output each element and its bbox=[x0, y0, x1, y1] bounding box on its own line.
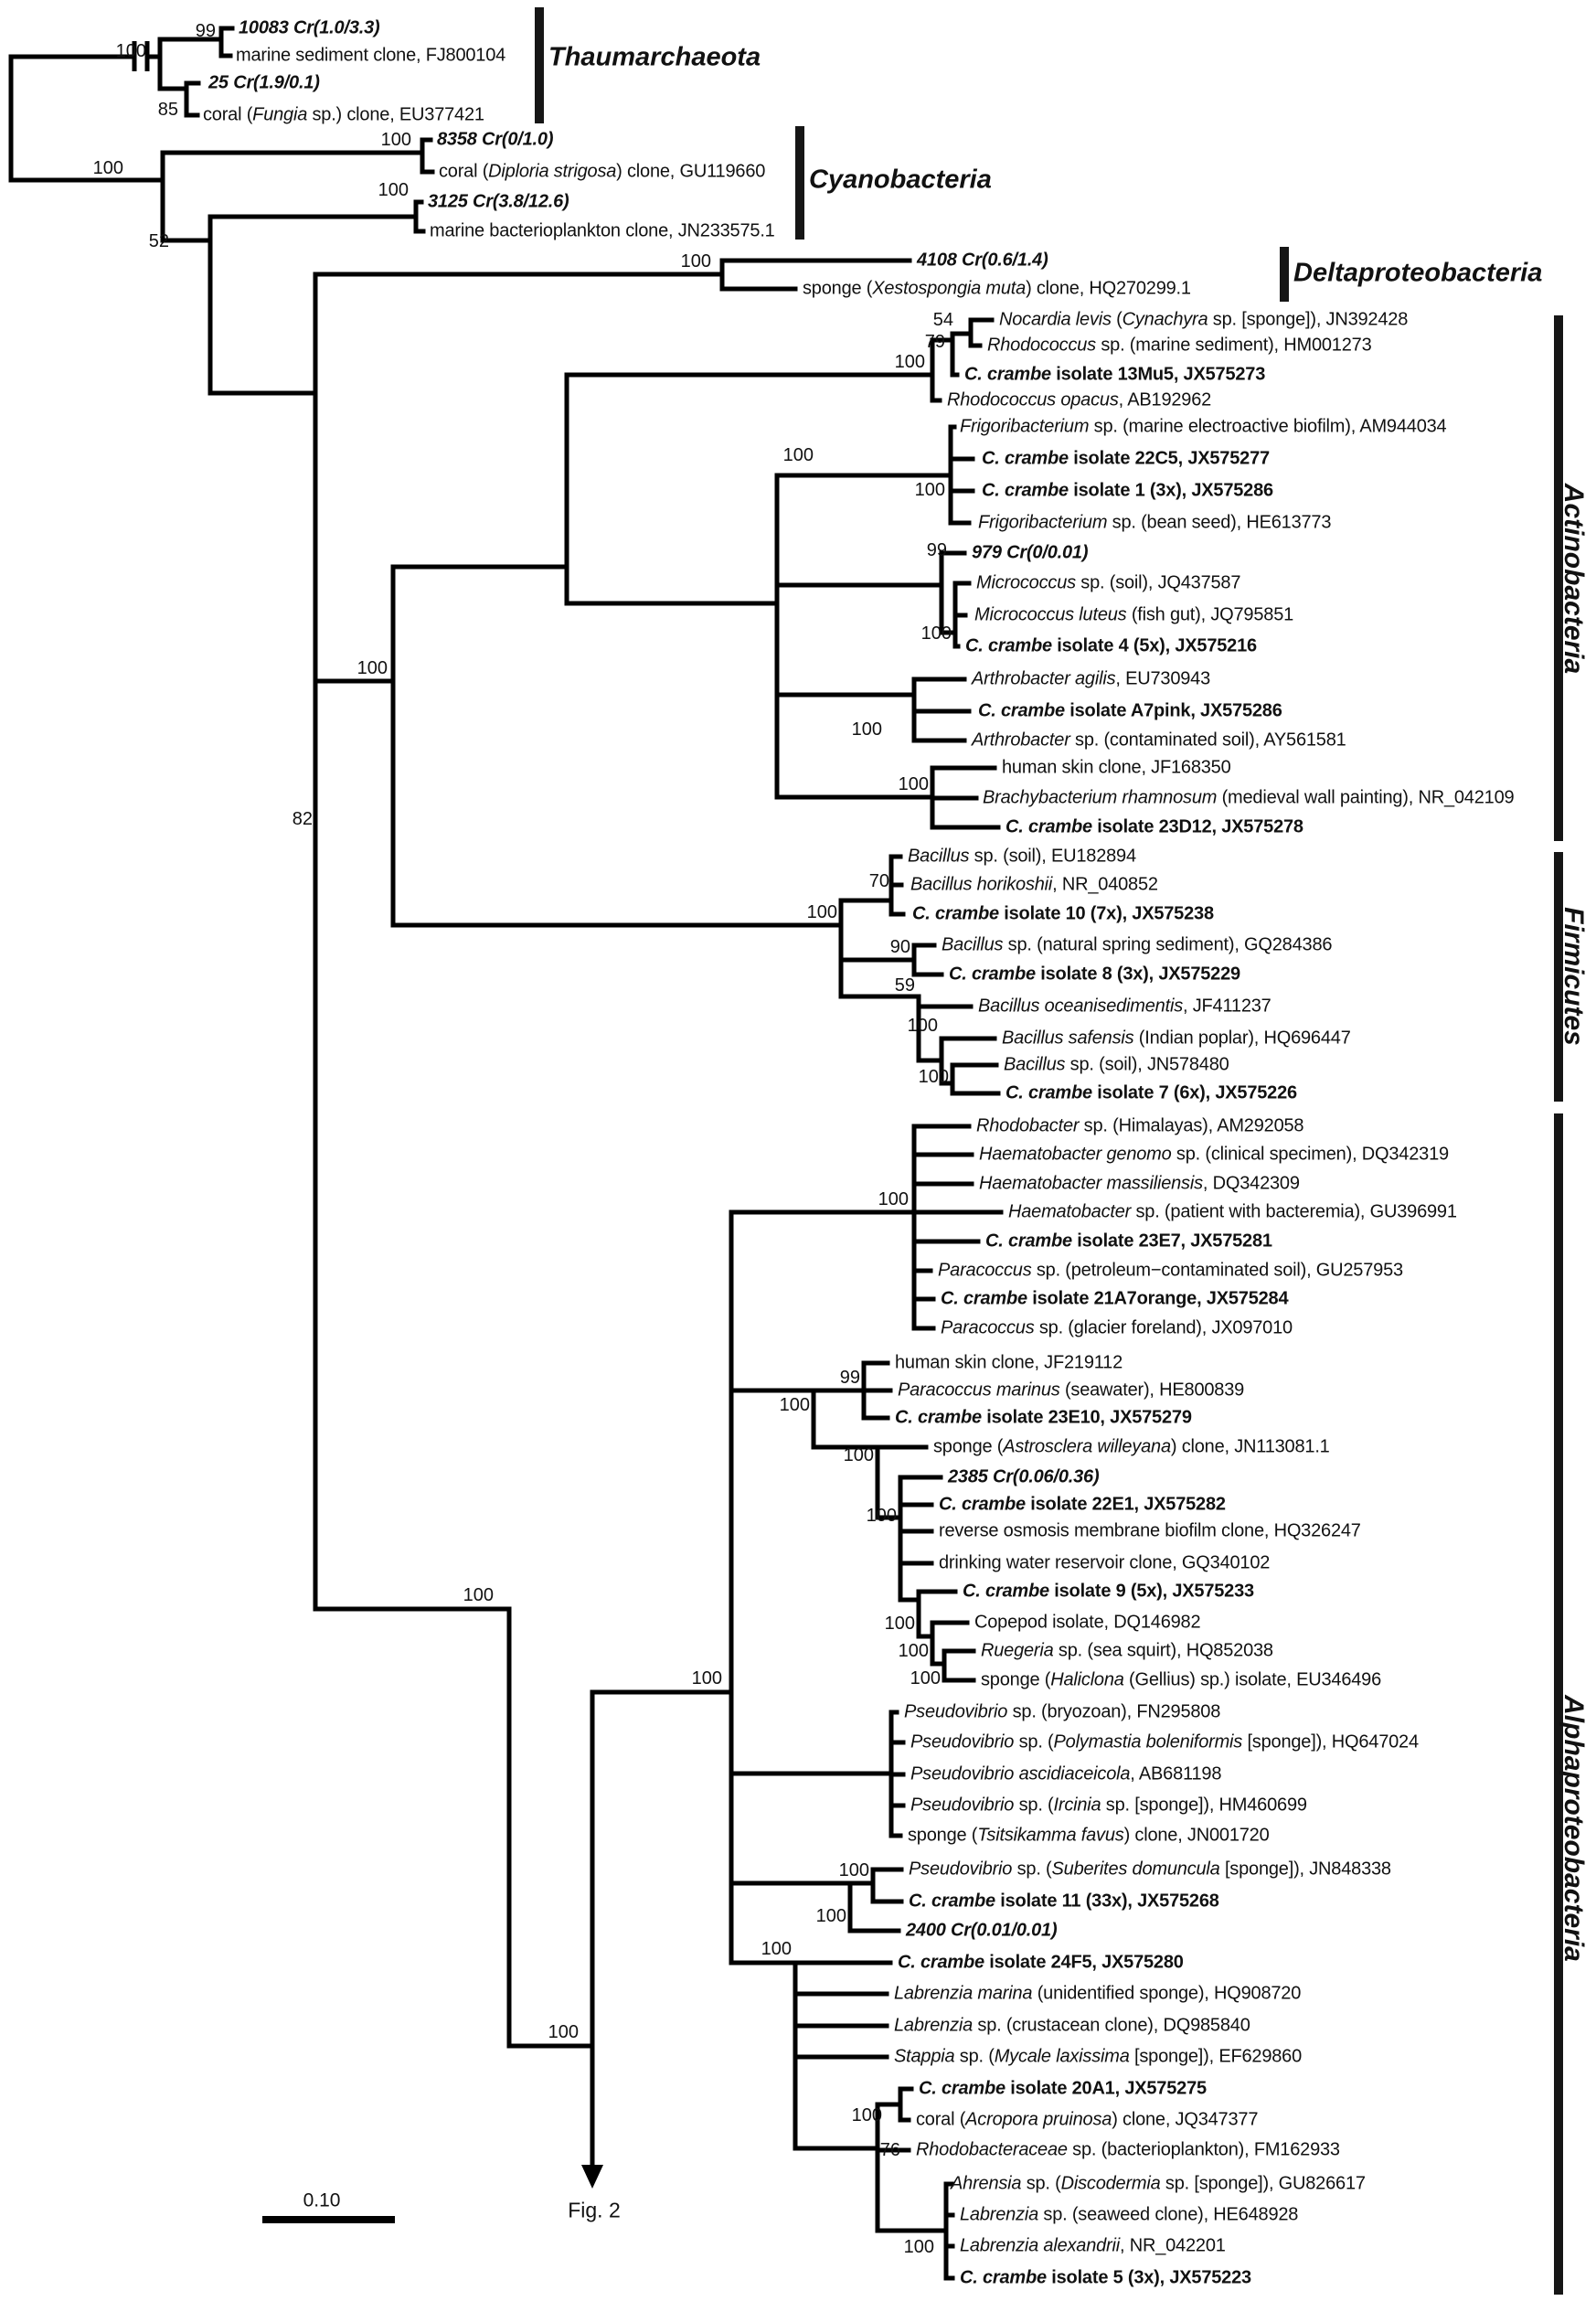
taxon-label bbox=[236, 47, 505, 65]
taxon-label-segment: [sponge]), JN848338 bbox=[1219, 1859, 1391, 1880]
clade-bar bbox=[535, 7, 544, 123]
taxon-label-segment: Ruegeria bbox=[981, 1640, 1054, 1661]
taxon-label bbox=[910, 1796, 1307, 1815]
taxon-label-segment: (fish gut), JQ795851 bbox=[1126, 604, 1294, 625]
taxon-label-segment: C. crambe bbox=[963, 1581, 1049, 1602]
figure-continuation-caption: Fig. 2 bbox=[568, 2198, 621, 2222]
bootstrap-value: 100 bbox=[115, 41, 146, 61]
taxon-label-segment: , DQ342309 bbox=[1202, 1173, 1300, 1194]
bootstrap-value: 100 bbox=[843, 1445, 874, 1465]
taxon-label-segment: Frigoribacterium bbox=[978, 512, 1108, 533]
taxon-label bbox=[987, 336, 1372, 355]
bootstrap-value: 99 bbox=[926, 540, 947, 560]
taxon-label bbox=[916, 2111, 1258, 2129]
taxon-label-segment: sp. ( bbox=[1014, 1795, 1054, 1816]
taxon-label bbox=[904, 1703, 1220, 1721]
taxon-label-segment: Polymastia boleniformis bbox=[1053, 1731, 1243, 1752]
taxon-label bbox=[978, 997, 1271, 1016]
bootstrap-value: 59 bbox=[894, 975, 915, 996]
taxon-label-segment: sp. (bryozoan), FN295808 bbox=[1007, 1701, 1221, 1722]
taxon-label-segment: Cynachyra bbox=[1122, 309, 1208, 330]
taxon-label-segment: marine bacterioplankton clone, JN233575.1 bbox=[430, 220, 775, 241]
taxon-label-segment: coral ( bbox=[916, 2109, 966, 2130]
continuation-arrowhead-icon bbox=[581, 2165, 603, 2189]
taxon-label-segment: coral ( bbox=[439, 161, 489, 182]
bootstrap-value: 100 bbox=[463, 1585, 494, 1605]
taxon-label-segment: Pseudovibrio ascidiaceicola bbox=[910, 1763, 1131, 1784]
bootstrap-value: 100 bbox=[851, 2105, 882, 2125]
taxon-label-segment: C. crambe bbox=[919, 2078, 1005, 2099]
taxon-label bbox=[428, 193, 569, 211]
taxon-label-segment: Copepod isolate, DQ146982 bbox=[974, 1612, 1201, 1633]
bootstrap-value: 70 bbox=[868, 871, 889, 891]
taxon-label-segment: sp. (sea squirt), HQ852038 bbox=[1053, 1640, 1273, 1661]
taxon-label-segment: Bacillus oceanisedimentis bbox=[978, 996, 1184, 1017]
taxon-label bbox=[898, 1954, 1184, 1972]
bootstrap-value: 100 bbox=[894, 352, 925, 372]
taxon-label-segment: human skin clone, JF219112 bbox=[895, 1352, 1123, 1373]
taxon-label bbox=[972, 670, 1210, 688]
taxon-label-segment: sp.) clone, EU377421 bbox=[307, 104, 484, 125]
taxon-label bbox=[947, 391, 1211, 410]
taxon-label-segment: Suberites domuncula bbox=[1051, 1859, 1220, 1880]
taxon-label-segment: sp. (bacterioplankton), FM162933 bbox=[1067, 2139, 1340, 2160]
taxon-label bbox=[948, 1468, 1099, 1486]
taxon-label-segment: isolate 22E1, JX575282 bbox=[1025, 1494, 1226, 1515]
taxon-label-segment: (seawater), HE800839 bbox=[1059, 1380, 1245, 1401]
taxon-label-segment: ) clone, JN113081.1 bbox=[1170, 1436, 1330, 1457]
clade-label: Deltaproteobacteria bbox=[1293, 258, 1543, 288]
bootstrap-value: 100 bbox=[878, 1189, 909, 1209]
taxon-label-segment: Haliclona bbox=[1050, 1669, 1124, 1690]
taxon-label-segment: Rhodococcus opacus bbox=[947, 389, 1119, 410]
taxon-label bbox=[982, 450, 1270, 468]
taxon-label-segment: (medieval wall painting), NR_042109 bbox=[1217, 787, 1515, 808]
bootstrap-value: 100 bbox=[907, 1016, 938, 1036]
taxon-label-segment: isolate 5 (3x), JX575223 bbox=[1046, 2267, 1251, 2288]
taxon-label bbox=[919, 2080, 1207, 2098]
taxon-label bbox=[1005, 1084, 1297, 1103]
taxon-label-segment: Haematobacter bbox=[1008, 1201, 1132, 1222]
taxon-label-segment: sp. (seaweed clone), HE648928 bbox=[1038, 2204, 1299, 2225]
taxon-label bbox=[894, 2017, 1250, 2035]
clade-bar bbox=[1280, 247, 1289, 302]
taxon-label bbox=[1002, 759, 1231, 777]
taxon-label-segment: sp. [sponge]), HM460699 bbox=[1101, 1795, 1307, 1816]
taxon-label-segment: sp. (crustacean clone), DQ985840 bbox=[973, 2015, 1250, 2036]
bootstrap-value: 54 bbox=[932, 310, 953, 330]
taxon-label-segment: 25 Cr(1.9/0.1) bbox=[208, 72, 320, 93]
taxon-label-segment: marine sediment clone, FJ800104 bbox=[236, 45, 506, 66]
taxon-label-segment: , NR_042201 bbox=[1120, 2235, 1226, 2256]
taxon-label bbox=[942, 936, 1332, 954]
taxon-label bbox=[981, 1671, 1381, 1689]
taxon-label-segment: sp. [sponge]), JN392428 bbox=[1208, 309, 1409, 330]
bootstrap-value: 100 bbox=[866, 1506, 897, 1526]
taxon-label bbox=[1002, 1029, 1351, 1048]
taxon-label-segment: sp. (Himalayas), AM292058 bbox=[1079, 1115, 1304, 1136]
taxon-label-segment: C. crambe bbox=[978, 700, 1065, 721]
taxon-label bbox=[960, 2237, 1226, 2255]
taxon-label-segment: Fungia bbox=[252, 104, 308, 125]
taxon-label bbox=[974, 1614, 1200, 1632]
taxon-label-segment: C. crambe bbox=[912, 903, 999, 924]
taxon-label-segment: sponge ( bbox=[803, 278, 873, 299]
taxon-label bbox=[894, 2048, 1302, 2066]
taxon-label-segment: C. crambe bbox=[964, 364, 1051, 385]
taxon-label bbox=[898, 1381, 1244, 1400]
taxon-label bbox=[976, 1117, 1303, 1135]
taxon-label-segment: C. crambe bbox=[960, 2267, 1047, 2288]
taxon-label bbox=[979, 1175, 1300, 1193]
taxon-label bbox=[939, 1496, 1226, 1514]
bootstrap-value: 52 bbox=[148, 231, 169, 251]
taxon-label-segment: Nocardia levis bbox=[999, 309, 1112, 330]
taxon-label-segment: isolate 22C5, JX575277 bbox=[1068, 448, 1270, 469]
taxon-label bbox=[974, 606, 1293, 624]
taxon-label bbox=[895, 1409, 1192, 1427]
taxon-label-segment: Labrenzia alexandrii bbox=[960, 2235, 1121, 2256]
taxon-label-segment: Discodermia bbox=[1060, 2173, 1161, 2194]
bootstrap-value: 90 bbox=[889, 937, 910, 957]
taxon-label-segment: C. crambe bbox=[909, 1891, 995, 1912]
taxon-label-segment: isolate 23E7, JX575281 bbox=[1071, 1230, 1272, 1252]
bootstrap-value: 100 bbox=[815, 1906, 846, 1926]
taxon-label-segment: Ahrensia bbox=[951, 2173, 1022, 2194]
taxon-label bbox=[939, 1554, 1270, 1572]
taxon-label-segment: 3125 Cr(3.8/12.6) bbox=[428, 191, 569, 212]
taxon-label-segment: C. crambe bbox=[941, 1288, 1027, 1309]
taxon-label-segment: reverse osmosis membrane biofilm clone, HQ326247 bbox=[939, 1520, 1361, 1541]
taxon-label bbox=[999, 311, 1408, 329]
taxon-label bbox=[978, 514, 1331, 532]
bootstrap-value: 100 bbox=[910, 1668, 941, 1688]
taxon-label-segment: sp. (glacier foreland), JX097010 bbox=[1034, 1317, 1293, 1338]
taxon-label-segment: isolate 20A1, JX575275 bbox=[1005, 2078, 1207, 2099]
taxon-label-segment: ) clone, JN001720 bbox=[1123, 1825, 1270, 1846]
taxon-label bbox=[906, 1922, 1057, 1940]
taxon-label bbox=[908, 847, 1136, 866]
bootstrap-value: 100 bbox=[779, 1395, 810, 1415]
taxon-label-segment: Rhodobacter bbox=[976, 1115, 1080, 1136]
taxon-label bbox=[938, 1262, 1403, 1280]
clade-label: Actinobacteria bbox=[1559, 483, 1589, 675]
taxon-label-segment: Pseudovibrio bbox=[910, 1795, 1015, 1816]
taxon-label-segment: 4108 Cr(0.6/1.4) bbox=[917, 250, 1048, 271]
taxon-label-segment: Rhodococcus bbox=[987, 335, 1096, 356]
taxon-label bbox=[437, 131, 553, 149]
taxon-label-segment: (Indian poplar), HQ696447 bbox=[1133, 1028, 1351, 1049]
taxon-label-segment: coral ( bbox=[203, 104, 253, 125]
bootstrap-value: 100 bbox=[898, 1641, 929, 1661]
taxon-label bbox=[909, 1892, 1219, 1911]
taxon-label-segment: C. crambe bbox=[1005, 1082, 1092, 1103]
taxon-label bbox=[894, 1985, 1301, 2003]
taxon-label bbox=[1008, 1203, 1457, 1221]
taxon-label-segment: isolate 21A7orange, JX575284 bbox=[1027, 1288, 1289, 1309]
taxon-label-segment: drinking water reservoir clone, GQ340102 bbox=[939, 1552, 1271, 1573]
taxon-label-segment: sp. (soil), JQ437587 bbox=[1075, 572, 1241, 593]
taxon-label bbox=[939, 1522, 1361, 1540]
taxon-label-segment: (Gellius) sp.) isolate, EU346496 bbox=[1123, 1669, 1382, 1690]
taxon-label bbox=[949, 965, 1240, 984]
taxon-label bbox=[972, 544, 1088, 562]
bootstrap-value: 100 bbox=[380, 130, 411, 150]
taxon-label-segment: C. crambe bbox=[985, 1230, 1072, 1252]
taxon-label bbox=[912, 905, 1214, 923]
taxon-label-segment: sp. (bean seed), HE613773 bbox=[1107, 512, 1332, 533]
bootstrap-value: 100 bbox=[92, 158, 123, 178]
bootstrap-value: 100 bbox=[356, 658, 388, 678]
bootstrap-value: 100 bbox=[920, 623, 952, 644]
taxon-label-segment: C. crambe bbox=[1005, 816, 1092, 837]
clade-bar bbox=[795, 126, 804, 240]
taxon-label-segment: , AB192962 bbox=[1118, 389, 1212, 410]
taxon-label-segment: sponge ( bbox=[981, 1669, 1051, 1690]
bootstrap-value: 85 bbox=[157, 100, 178, 120]
taxon-label bbox=[909, 1860, 1391, 1879]
bootstrap-value: 100 bbox=[918, 1067, 949, 1087]
taxon-label-segment: C. crambe bbox=[982, 448, 1069, 469]
taxon-label-segment: [sponge]), EF629860 bbox=[1129, 2046, 1303, 2067]
taxon-label bbox=[208, 74, 320, 92]
taxon-label bbox=[960, 2269, 1251, 2287]
taxon-label-segment: Pseudovibrio bbox=[909, 1859, 1013, 1880]
taxon-label bbox=[985, 1232, 1272, 1251]
taxon-label bbox=[960, 2206, 1298, 2224]
taxon-label-segment: isolate 9 (5x), JX575233 bbox=[1048, 1581, 1254, 1602]
taxon-label-segment: isolate 10 (7x), JX575238 bbox=[998, 903, 1214, 924]
taxon-label-segment: sp. (patient with bacteremia), GU396991 bbox=[1131, 1201, 1457, 1222]
taxon-label-segment: Labrenzia marina bbox=[894, 1983, 1033, 2004]
taxon-label bbox=[963, 1582, 1254, 1601]
taxon-label-segment: sp. (marine sediment), HM001273 bbox=[1095, 335, 1372, 356]
taxon-label-segment: , EU730943 bbox=[1115, 668, 1211, 689]
taxon-label bbox=[983, 789, 1514, 807]
taxon-label-segment: ( bbox=[1111, 309, 1123, 330]
taxon-label-segment: human skin clone, JF168350 bbox=[1002, 757, 1231, 778]
taxon-label-segment: sp. (marine electroactive biofilm), AM944034 bbox=[1089, 416, 1447, 437]
clade-label: Cyanobacteria bbox=[809, 165, 992, 195]
bootstrap-value: 79 bbox=[924, 332, 945, 352]
clade-label: Firmicutes bbox=[1559, 907, 1589, 1046]
taxon-label-segment: Xestospongia muta bbox=[872, 278, 1027, 299]
taxon-label-segment: Tsitsikamma favus bbox=[977, 1825, 1124, 1846]
taxon-label-segment: C. crambe bbox=[895, 1407, 982, 1428]
bootstrap-value: 100 bbox=[378, 180, 409, 200]
taxon-label-segment: Paracoccus marinus bbox=[898, 1380, 1060, 1401]
taxon-label-segment: 10083 Cr(1.0/3.3) bbox=[239, 17, 380, 38]
taxon-label-segment: sp. (contaminated soil), AY561581 bbox=[1069, 730, 1346, 751]
taxon-label-segment: sp. ( bbox=[954, 2046, 995, 2067]
bootstrap-value: 100 bbox=[761, 1939, 792, 1959]
taxon-label-segment: Labrenzia bbox=[960, 2204, 1039, 2225]
taxon-label-segment: , NR_040852 bbox=[1052, 874, 1158, 895]
clade-label: Alphaproteobacteria bbox=[1559, 1695, 1589, 1962]
bootstrap-value: 100 bbox=[914, 480, 945, 500]
taxon-label-segment: sp. ( bbox=[1021, 2173, 1061, 2194]
taxon-label bbox=[1004, 1056, 1229, 1074]
taxon-label-segment: sp. (petroleum−contaminated soil), GU257953 bbox=[1031, 1260, 1403, 1281]
taxon-label bbox=[895, 1354, 1123, 1372]
bootstrap-value: 76 bbox=[879, 2140, 900, 2160]
taxon-label-segment: 2385 Cr(0.06/0.36) bbox=[948, 1466, 1100, 1487]
taxon-label-segment: ) clone, HQ270299.1 bbox=[1026, 278, 1191, 299]
taxon-label bbox=[933, 1438, 1330, 1456]
taxon-label bbox=[960, 418, 1446, 436]
taxon-label bbox=[239, 19, 379, 37]
taxon-label-segment: Bacillus safensis bbox=[1002, 1028, 1134, 1049]
bootstrap-value: 100 bbox=[838, 1860, 869, 1880]
taxon-label bbox=[430, 222, 775, 240]
taxon-label bbox=[910, 1733, 1419, 1752]
taxon-label-segment: isolate A7pink, JX575286 bbox=[1064, 700, 1282, 721]
taxon-label bbox=[910, 876, 1158, 894]
taxon-label-segment: sp. [sponge]), GU826617 bbox=[1160, 2173, 1366, 2194]
taxon-label bbox=[916, 2141, 1340, 2159]
taxon-label-segment: sp. (soil), EU182894 bbox=[969, 846, 1136, 867]
taxon-label-segment: isolate 7 (6x), JX575226 bbox=[1091, 1082, 1297, 1103]
bootstrap-value: 100 bbox=[903, 2237, 934, 2257]
taxon-label-segment: Pseudovibrio bbox=[904, 1701, 1008, 1722]
taxon-label-segment: Labrenzia bbox=[894, 2015, 974, 2036]
taxon-label bbox=[982, 482, 1273, 500]
taxon-label-segment: sp. (natural spring sediment), GQ284386 bbox=[1003, 934, 1333, 955]
taxon-label-segment: sp. ( bbox=[1012, 1859, 1052, 1880]
bootstrap-value: 100 bbox=[898, 774, 929, 794]
taxon-label-segment: , AB681198 bbox=[1130, 1763, 1222, 1784]
taxon-label-segment: C. crambe bbox=[965, 635, 1052, 656]
taxon-label-segment: 8358 Cr(0/1.0) bbox=[437, 129, 554, 150]
taxon-label-segment: Diploria strigosa bbox=[488, 161, 617, 182]
bootstrap-value: 100 bbox=[691, 1668, 722, 1688]
taxon-label-segment: Stappia bbox=[894, 2046, 955, 2067]
taxon-label bbox=[965, 637, 1257, 655]
taxon-label-segment: ) clone, JQ347377 bbox=[1112, 2109, 1259, 2130]
taxon-label bbox=[439, 163, 765, 181]
bootstrap-value: 100 bbox=[680, 251, 711, 272]
taxon-label-segment: isolate 24F5, JX575280 bbox=[984, 1952, 1184, 1973]
taxon-label-segment: Haematobacter genomo bbox=[979, 1144, 1172, 1165]
taxon-label bbox=[976, 574, 1240, 592]
taxon-label-segment: Micrococcus luteus bbox=[974, 604, 1127, 625]
scale-bar-label: 0.10 bbox=[303, 2189, 341, 2211]
clade-label: Thaumarchaeota bbox=[548, 42, 761, 72]
taxon-label bbox=[941, 1290, 1288, 1308]
taxon-label-segment: Rhodobacteraceae bbox=[916, 2139, 1068, 2160]
taxon-label-segment: sp. ( bbox=[1014, 1731, 1054, 1752]
taxon-label-segment: Astrosclera willeyana bbox=[1003, 1436, 1171, 1457]
taxon-label bbox=[981, 1642, 1273, 1660]
taxon-label-segment: sponge ( bbox=[908, 1825, 978, 1846]
taxon-label bbox=[908, 1827, 1270, 1845]
taxon-label-segment: , JF411237 bbox=[1183, 996, 1271, 1017]
taxon-label-segment: Acropora pruinosa bbox=[965, 2109, 1112, 2130]
taxon-label bbox=[910, 1765, 1221, 1784]
taxon-label-segment: isolate 23D12, JX575278 bbox=[1091, 816, 1303, 837]
taxon-label-segment: Paracoccus bbox=[938, 1260, 1032, 1281]
taxon-label bbox=[964, 366, 1265, 384]
bootstrap-value: 100 bbox=[851, 719, 882, 740]
taxon-label-segment: isolate 8 (3x), JX575229 bbox=[1035, 964, 1240, 985]
bootstrap-value: 100 bbox=[782, 445, 814, 465]
taxon-label-segment: sp. (clinical specimen), DQ342319 bbox=[1171, 1144, 1449, 1165]
taxon-label-segment: C. crambe bbox=[949, 964, 1036, 985]
taxon-label bbox=[941, 1319, 1293, 1337]
taxon-label-segment: Arthrobacter bbox=[972, 730, 1070, 751]
taxon-label-segment: Bacillus bbox=[1004, 1054, 1066, 1075]
taxon-label-segment: C. crambe bbox=[982, 480, 1069, 501]
bootstrap-value: 99 bbox=[195, 21, 216, 41]
taxon-label bbox=[951, 2175, 1366, 2193]
taxon-label bbox=[972, 731, 1346, 750]
taxon-label-segment: Micrococcus bbox=[976, 572, 1076, 593]
taxon-label-segment: (unidentified sponge), HQ908720 bbox=[1032, 1983, 1302, 2004]
taxon-label-segment: C. crambe bbox=[898, 1952, 984, 1973]
taxon-label-segment: Bacillus bbox=[942, 934, 1004, 955]
bootstrap-value: 100 bbox=[806, 902, 837, 922]
taxon-label-segment: ) clone, GU119660 bbox=[616, 161, 766, 182]
taxon-label-segment: Ircinia bbox=[1053, 1795, 1101, 1816]
taxon-label-segment: 2400 Cr(0.01/0.01) bbox=[906, 1920, 1058, 1941]
taxon-label bbox=[917, 251, 1048, 270]
bootstrap-value: 82 bbox=[292, 809, 313, 829]
taxon-label-segment: Mycale laxissima bbox=[994, 2046, 1130, 2067]
taxon-label-segment: isolate 23E10, JX575279 bbox=[981, 1407, 1192, 1428]
bootstrap-value: 100 bbox=[884, 1614, 915, 1634]
taxon-label-segment: Bacillus bbox=[908, 846, 970, 867]
taxon-label bbox=[979, 1145, 1449, 1164]
taxon-label-segment: isolate 13Mu5, JX575273 bbox=[1050, 364, 1266, 385]
taxon-label bbox=[203, 106, 484, 124]
taxon-label-segment: isolate 1 (3x), JX575286 bbox=[1068, 480, 1273, 501]
taxon-label-segment: 979 Cr(0/0.01) bbox=[972, 542, 1089, 563]
taxon-label-segment: Paracoccus bbox=[941, 1317, 1035, 1338]
taxon-label-segment: Arthrobacter agilis bbox=[972, 668, 1116, 689]
taxon-label-segment: sp. (soil), JN578480 bbox=[1065, 1054, 1229, 1075]
taxon-label-segment: Haematobacter massiliensis bbox=[979, 1173, 1203, 1194]
taxon-label-segment: Pseudovibrio bbox=[910, 1731, 1015, 1752]
taxon-label-segment: Bacillus horikoshii bbox=[910, 874, 1053, 895]
taxon-label-segment: Brachybacterium rhamnosum bbox=[983, 787, 1218, 808]
taxon-label-segment: isolate 11 (33x), JX575268 bbox=[995, 1891, 1219, 1912]
taxon-label-segment: [sponge]), HQ647024 bbox=[1242, 1731, 1419, 1752]
taxon-label bbox=[803, 280, 1191, 298]
taxon-label-segment: sponge ( bbox=[933, 1436, 1004, 1457]
taxon-label-segment: isolate 4 (5x), JX575216 bbox=[1051, 635, 1257, 656]
taxon-label bbox=[978, 702, 1282, 720]
bootstrap-value: 100 bbox=[548, 2022, 579, 2042]
taxon-label-segment: C. crambe bbox=[939, 1494, 1026, 1515]
taxon-label-segment: Frigoribacterium bbox=[960, 416, 1090, 437]
taxon-label bbox=[1005, 818, 1303, 836]
bootstrap-value: 99 bbox=[839, 1368, 860, 1388]
